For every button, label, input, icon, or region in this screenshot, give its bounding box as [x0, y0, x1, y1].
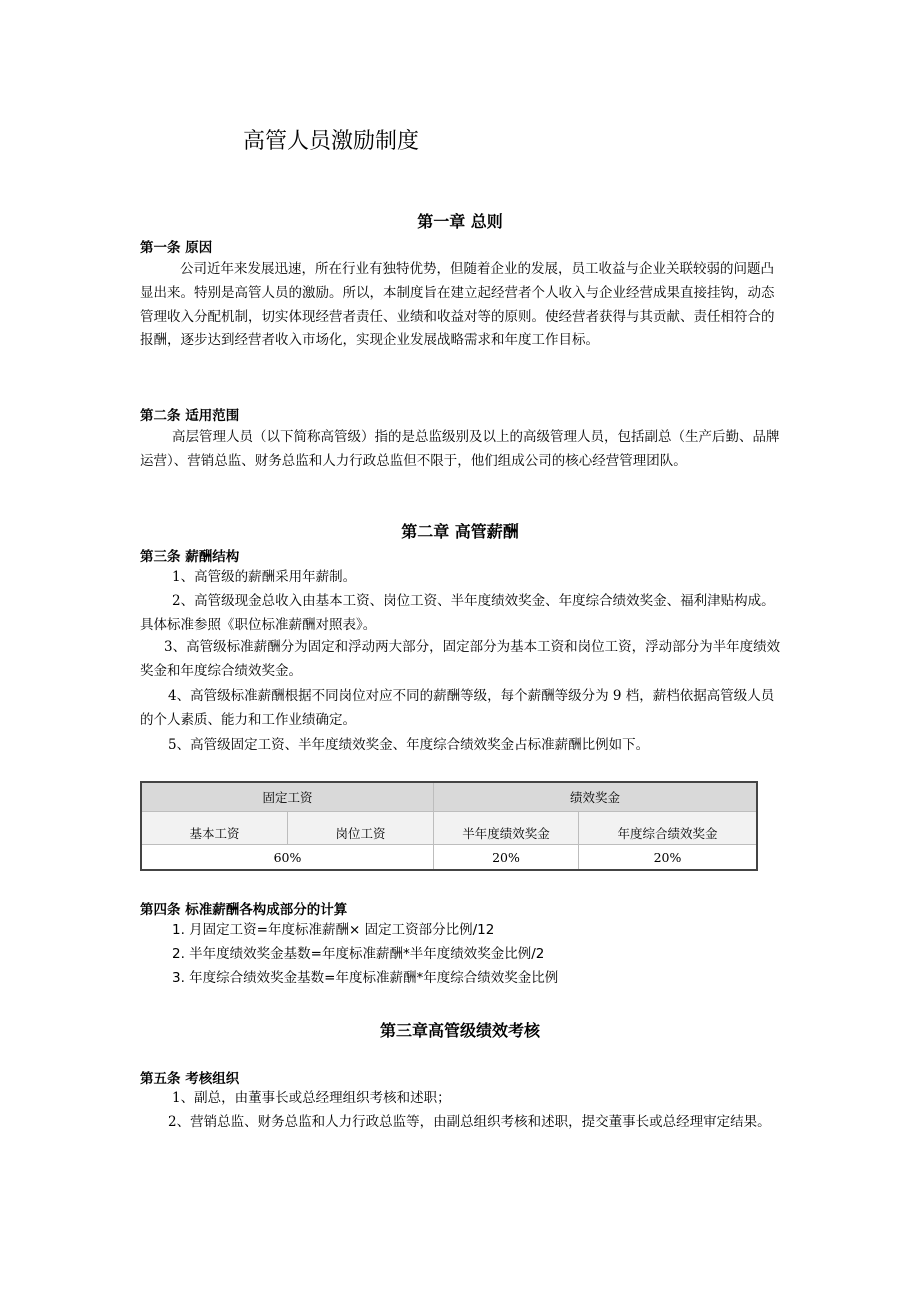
- chapter-3-heading: 第三章高管级绩效考核: [379, 1021, 540, 1040]
- article-5-item: 1、副总，由董事长或总经理组织考核和述职；: [172, 1090, 451, 1106]
- article-3-item: 3、高管级标准薪酬分为固定和浮动两大部分，固定部分为基本工资和岗位工资，浮动部分为半年度绩效奖金和年度综合绩效奖金。: [140, 639, 781, 679]
- article-1-title: 第一条 原因: [140, 240, 213, 256]
- article-4-title: 第四条 标准薪酬各构成部分的计算: [140, 902, 348, 918]
- table-col-position: 岗位工资: [288, 812, 434, 845]
- article-1-body: 公司近年来发展迅速，所在行业有独特优势，但随着企业的发展，员工收益与企业关联较弱的问题凸显出来。特别是高管人员的激励。所以，本制度旨在建立起经营者个人收入与企业经营成果直接挂钩，动态管理收入分配机制，切实体现经营者责任、业绩和收益对等的原则。使经营者获得与其贡献、责任相符合的报酬，逐步达到经营者收入市场化，实现企业发展战略需求和年度工作目标。: [140, 261, 775, 349]
- article-5-title: 第五条 考核组织: [140, 1071, 240, 1087]
- article-3-item: 5、高管级固定工资、半年度绩效奖金、年度综合绩效奖金占标准薪酬比例如下。: [168, 737, 650, 753]
- table-cell-annual: 20%: [579, 845, 758, 871]
- table-col-half: 半年度绩效奖金: [434, 812, 579, 845]
- article-3-item: 1、高管级的薪酬采用年薪制。: [172, 569, 357, 585]
- article-4-item: 1. 月固定工资=年度标准薪酬× 固定工资部分比例/12: [172, 922, 495, 938]
- table-col-annual: 年度综合绩效奖金: [579, 812, 758, 845]
- article-4-item: 3. 年度综合绩效奖金基数=年度标准薪酬*年度综合绩效奖金比例: [172, 970, 559, 986]
- article-4-item: 2. 半年度绩效奖金基数=年度标准薪酬*半年度绩效奖金比例/2: [172, 946, 545, 962]
- article-5-item: 2、营销总监、财务总监和人力行政总监等，由副总组织考核和述职，提交董事长或总经理审定结果。: [168, 1114, 771, 1130]
- table-header-bonus: 绩效奖金: [434, 782, 758, 812]
- table-header-fixed: 固定工资: [141, 782, 434, 812]
- article-2-title: 第二条 适用范围: [140, 408, 240, 424]
- table-cell-fixed: 60%: [141, 845, 434, 871]
- article-3-item: 4、高管级标准薪酬根据不同岗位对应不同的薪酬等级，每个薪酬等级分为 9 档，薪档依据高管级人员的个人素质、能力和工作业绩确定。: [140, 688, 775, 728]
- article-3-title: 第三条 薪酬结构: [140, 549, 240, 565]
- table-col-basic: 基本工资: [141, 812, 288, 845]
- document-title: 高管人员激励制度: [243, 129, 420, 154]
- table-header-row: [141, 782, 757, 812]
- table-subheader-row: [141, 812, 757, 845]
- table-row: [141, 845, 757, 871]
- article-2-body: 高层管理人员（以下简称高管级）指的是总监级别及以上的高级管理人员，包括副总（生产后勤、品牌运营）、营销总监、财务总监和人力行政总监但不限于，他们组成公司的核心经营管理团队。: [140, 429, 780, 469]
- table-cell-half: 20%: [434, 845, 579, 871]
- article-3-item: 2、高管级现金总收入由基本工资、岗位工资、半年度绩效奖金、年度综合绩效奖金、福利津贴构成。具体标准参照《职位标准薪酬对照表》。: [140, 593, 775, 633]
- chapter-1-heading: 第一章 总则: [417, 212, 503, 231]
- chapter-2-heading: 第二章 高管薪酬: [401, 522, 519, 541]
- salary-ratio-table: [140, 781, 758, 871]
